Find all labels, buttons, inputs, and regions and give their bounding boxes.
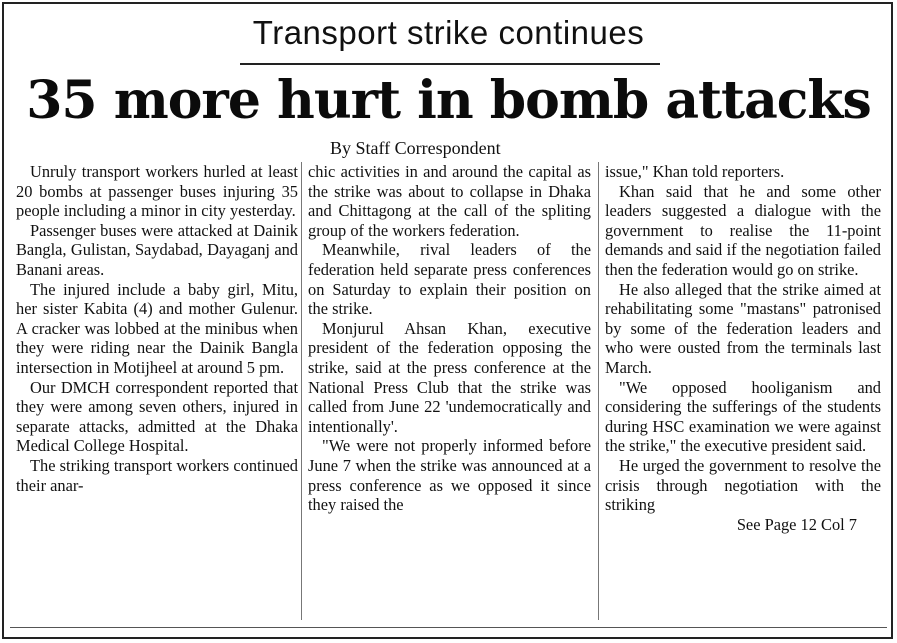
main-headline: 35 more hurt in bomb attacks bbox=[26, 70, 871, 131]
article-column-2 bbox=[308, 162, 591, 515]
paragraph: He urged the government to resolve the crisis through negotiation with the striking bbox=[605, 455, 881, 515]
paragraph: Khan said that he and some other leaders suggested a dialogue with the government to realise the 11-point demands and said if the negotiation failed then the federation would go on strike. bbox=[605, 181, 881, 279]
paragraph: The injured include a baby girl, Mitu, her sister Kabita (4) and mother Gulenur. A cracker was lobbed at the minibus when they were riding near the Dainik Bangla intersection in Motijheel at around 5 pm. bbox=[16, 279, 298, 377]
paragraph: He also alleged that the strike aimed at rehabilitating some "mastans" patronised by some of the federation leaders and who were ousted from the terminals last March. bbox=[605, 279, 881, 377]
paragraph: Meanwhile, rival leaders of the federation held separate press conferences on Saturday to explain their position on the strike. bbox=[308, 240, 591, 319]
article-column-3 bbox=[605, 162, 881, 534]
paragraph: The striking transport workers continued their anar- bbox=[16, 455, 298, 495]
column-divider bbox=[301, 162, 302, 620]
kicker-headline: Transport strike continues bbox=[252, 14, 645, 51]
column-divider bbox=[598, 162, 599, 620]
paragraph: "We were not properly informed before June 7 when the strike was announced at a press conference as we opposed it since they raised the bbox=[308, 436, 591, 515]
paragraph: Unruly transport workers hurled at least 20 bombs at passenger buses injuring 35 people including a minor in city yesterday. bbox=[16, 162, 298, 221]
paragraph: "We opposed hooliganism and considering the sufferings of the students during HSC examination we were against the strike," the executive president said. bbox=[605, 377, 881, 456]
byline: By Staff Correspondent bbox=[330, 138, 501, 158]
paragraph: Monjurul Ahsan Khan, executive president of the federation opposing the strike, said at the press conference at the National Press Club that the strike was called from June 22 'undemocratically and intentionally'. bbox=[308, 318, 591, 436]
article-column-1 bbox=[16, 162, 298, 495]
bottom-rule bbox=[10, 627, 887, 628]
paragraph: Our DMCH correspondent reported that they were among seven others, injured in separate attacks, admitted at the Dhaka Medical College Hospital. bbox=[16, 377, 298, 456]
paragraph: Passenger buses were attacked at Dainik Bangla, Gulistan, Saydabad, Dayaganj and Banani areas. bbox=[16, 220, 298, 279]
paragraph: chic activities in and around the capital as the strike was about to collapse in Dhaka and Chittagong at the call of the spliting group of the workers federation. bbox=[308, 162, 591, 240]
continuation-note: See Page 12 Col 7 bbox=[736, 514, 857, 534]
kicker-underline bbox=[240, 63, 660, 65]
paragraph: issue," Khan told reporters. bbox=[605, 162, 785, 181]
